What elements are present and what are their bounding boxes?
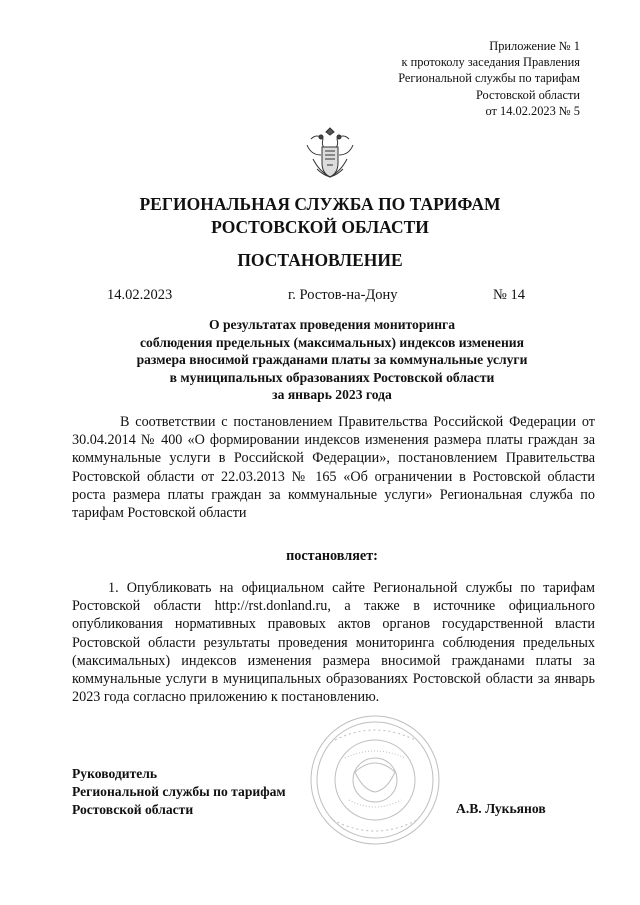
document-number: № 14 [493,287,525,303]
signatory-position [72,765,286,819]
coat-of-arms-icon [303,125,357,181]
signatory-line-1: Руководитель [72,766,158,781]
document-date: 14.02.2023 [107,287,173,303]
document-city: г. Ростов-на-Дону [288,287,398,303]
subject-line-1: О результатах проведения мониторинга [208,317,456,332]
organization-line-2: РОСТОВСКОЙ ОБЛАСТИ [211,217,429,237]
document-subject [0,316,640,404]
attachment-line-2: к протоколу заседания Правления [401,55,580,70]
signatory-name: А.В. Лукьянов [456,801,546,816]
signatory-line-2: Региональной службы по тарифам [72,784,286,799]
resolution-item-1: 1. Опубликовать на официальном сайте Региональной службы по тарифам Ростовской области http://rst.donland.ru, а также в источнике официального опубликования нормативных правовых актов органов государственной власти Ростовской области результаты проведения мониторинга соблюдения предельных (максимальных) индексов изменения размера вносимой гражданами платы за коммунальные услуги в муниципальных образованиях Ростовской области за январь 2023 года согласно приложению к постановлению. [72,580,595,706]
preamble-paragraph: В соответствии с постановлением Правительства Российской Федерации от 30.04.2014 № 400 «О формировании индексов изменения размера платы граждан за коммунальные услуги в Российской Федерации», постановлением Правительства Ростовской области от 22.03.2013 № 165 «Об ограничении в Ростовской области роста размера платы граждан за коммунальные услуги» Региональная служба по тарифам Ростовской области [72,414,595,522]
attachment-note [398,38,580,119]
subject-line-3: размера вносимой гражданами платы за коммунальные услуги [136,352,528,368]
subject-line-5: за январь 2023 года [272,387,392,403]
attachment-line-1: Приложение № 1 [489,39,580,53]
signatory-line-3: Ростовской области [72,802,194,817]
organization-line-1: РЕГИОНАЛЬНАЯ СЛУЖБА ПО ТАРИФАМ [139,194,501,214]
seal-stamp [305,710,445,850]
subject-line-2: соблюдения предельных (максимальных) индексов изменения [140,334,524,350]
document-type: ПОСТАНОВЛЕНИЕ [237,250,403,270]
attachment-line-5: от 14.02.2023 № 5 [485,103,580,118]
decree-word: постановляет: [286,548,378,564]
attachment-line-3: Региональной службы по тарифам [398,71,580,86]
organization-title [0,193,640,239]
attachment-line-4: Ростовской области [475,87,580,102]
subject-line-4: в муниципальных образованиях Ростовской области [169,369,495,385]
